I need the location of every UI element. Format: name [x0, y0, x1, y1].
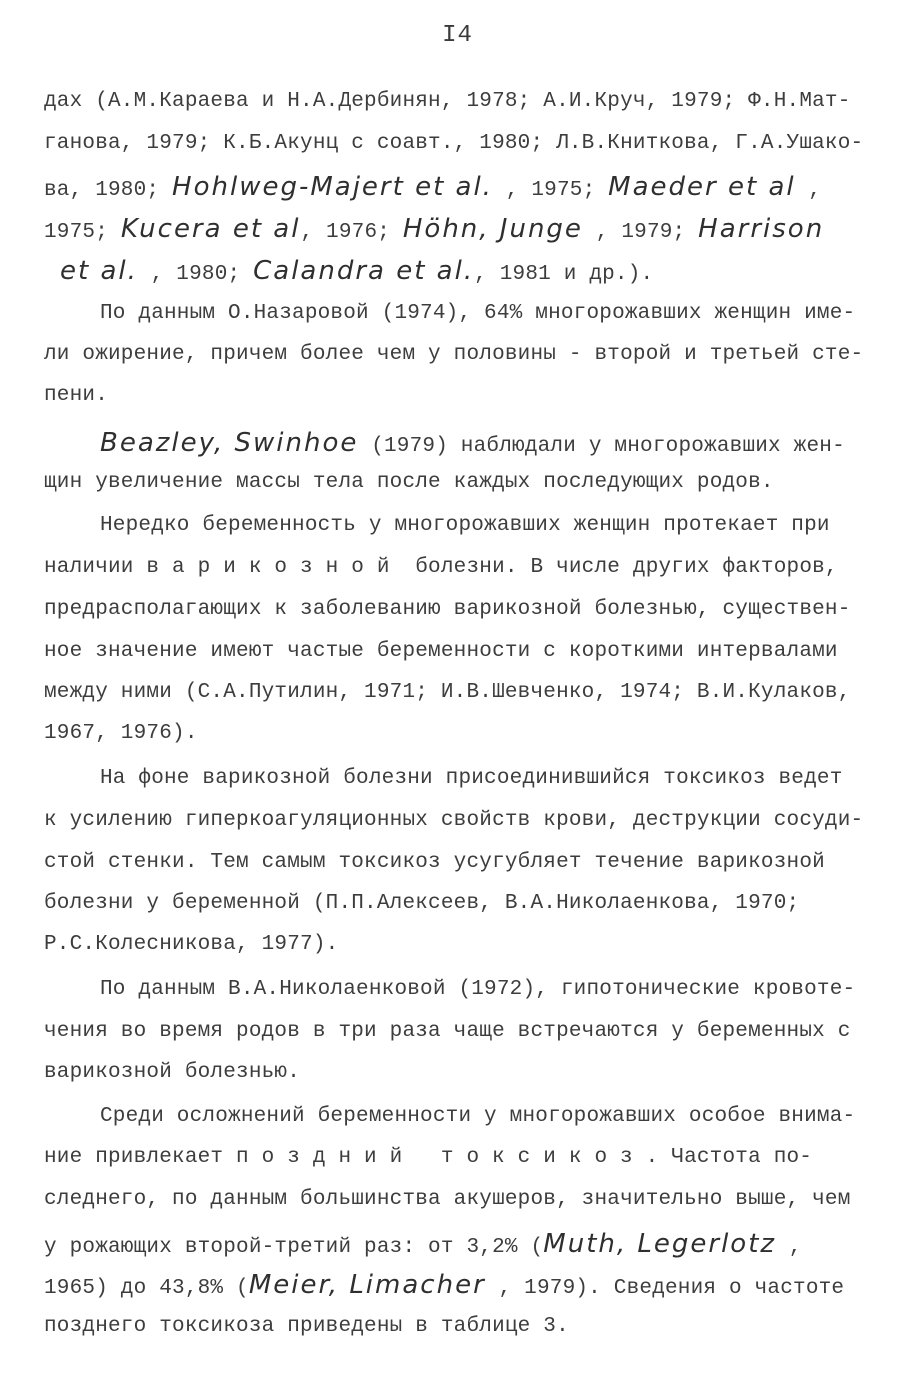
handwritten-author: Muth, Legerlotz [543, 1229, 777, 1259]
text-line [44, 132, 863, 155]
handwritten-author: Maeder et al [608, 172, 796, 202]
text-segment: , 1979). Сведения о частоте [485, 1277, 845, 1300]
text-line [44, 1061, 300, 1084]
text-line [100, 978, 855, 1001]
text-line [44, 1146, 812, 1169]
text-line [60, 256, 653, 286]
text-line [100, 514, 830, 537]
text-line [100, 302, 855, 325]
text-segment: По данным В.А.Николаенковой (1972), гипотонические кровоте- [100, 978, 856, 1001]
text-line [44, 1270, 844, 1300]
text-segment: наличии [44, 556, 147, 579]
handwritten-author: Beazley, Swinhoe [100, 428, 359, 458]
text-segment: , 1975; [492, 179, 609, 202]
text-line [44, 1188, 851, 1211]
text-segment: Р.С.Колесникова, 1977). [44, 933, 339, 956]
text-line [44, 809, 863, 832]
text-line [44, 640, 838, 663]
text-segment: ние привлекает [44, 1146, 237, 1169]
text-segment: дах (А.М.Караева и Н.А.Дербинян, 1978; А.И.Круч, 1979; Ф.Н.Мат- [44, 90, 851, 113]
text-segment: , 1980; [137, 263, 254, 286]
text-segment: болезни у беременной (П.П.Алексеев, В.А.Николаенкова, 1970; [44, 892, 800, 915]
text-line [44, 471, 774, 494]
text-segment: щин увеличение массы тела после каждых последующих родов. [44, 471, 774, 494]
text-segment: . Частота по- [645, 1146, 813, 1169]
text-line [44, 933, 338, 956]
text-segment: 1967, 1976). [44, 722, 198, 745]
text-line [100, 1105, 855, 1128]
text-segment: к усилению гиперкоагуляционных свойств крови, деструкции сосуди- [44, 809, 864, 832]
text-segment: , 1976; [300, 221, 403, 244]
emphasized-term: поздний токсикоз [236, 1146, 646, 1169]
text-segment: ва, 1980; [44, 179, 173, 202]
text-line [44, 1020, 851, 1043]
handwritten-author: Meier, Limacher [248, 1270, 486, 1300]
text-segment: На фоне варикозной болезни присоединившийся токсикоз ведет [100, 767, 843, 790]
text-line [44, 681, 851, 704]
text-line [100, 767, 843, 790]
emphasized-term: варикозной [146, 556, 403, 579]
handwritten-author: Calandra et al. [253, 256, 475, 286]
text-segment: 1975; [44, 221, 121, 244]
handwritten-author: Höhn, Junge [402, 214, 583, 244]
handwritten-author: Harrison [698, 214, 825, 244]
text-line [44, 598, 851, 621]
text-segment: ганова, 1979; К.Б.Акунц с соавт., 1980; Л.В.Книткова, Г.А.Ушако- [44, 132, 864, 155]
text-segment: (1979) наблюдали у многорожавших жен- [358, 435, 845, 458]
page-number: I4 [442, 22, 473, 49]
text-segment: , 1981 и др.). [474, 263, 654, 286]
handwritten-author: Kucera et al [120, 214, 301, 244]
text-segment: Нередко беременность у многорожавших женщин протекает при [100, 514, 830, 537]
text-segment: ное значение имеют частые беременности с короткими интервалами [44, 640, 838, 663]
text-line [44, 892, 799, 915]
text-segment: Среди осложнений беременности у многорожавших особое внима- [100, 1105, 856, 1128]
text-segment: между ними (С.А.Путилин, 1971; И.В.Шевченко, 1974; В.И.Кулаков, [44, 681, 851, 704]
text-line [44, 384, 108, 407]
text-segment: По данным О.Назаровой (1974), 64% многорожавших женщин име- [100, 302, 856, 325]
text-segment: пени. [44, 384, 109, 407]
text-line [44, 214, 824, 244]
text-segment: болезни. В числе других факторов, [402, 556, 838, 579]
text-segment: предрасполагающих к заболеванию варикозной болезнью, существен- [44, 598, 851, 621]
text-line [44, 1229, 802, 1259]
text-line [100, 428, 845, 458]
text-segment: ли ожирение, причем более чем у половины - второй и третьей сте- [44, 343, 864, 366]
text-line [44, 90, 851, 113]
text-line [44, 556, 838, 579]
text-segment: следнего, по данным большинства акушеров, значительно выше, чем [44, 1188, 851, 1211]
text-segment: , [776, 1236, 802, 1259]
handwritten-author: et al. [60, 256, 138, 286]
text-segment: , [795, 179, 822, 202]
text-segment: позднего токсикоза приведены в таблице 3. [44, 1315, 569, 1338]
text-segment: варикозной болезнью. [44, 1061, 301, 1084]
text-line [44, 172, 821, 202]
text-line [44, 343, 863, 366]
text-line [44, 722, 198, 745]
text-line [44, 1315, 569, 1338]
text-segment: стой стенки. Тем самым токсикоз усугубляет течение варикозной [44, 851, 825, 874]
text-segment: 1965) до 43,8% ( [44, 1277, 249, 1300]
handwritten-author: Hohlweg-Majert et al. [172, 172, 493, 202]
text-segment: , 1979; [582, 221, 699, 244]
text-line [44, 851, 825, 874]
text-segment: у рожающих второй-третий раз: от 3,2% ( [44, 1236, 544, 1259]
text-segment: чения во время родов в три раза чаще встречаются у беременных с [44, 1020, 851, 1043]
